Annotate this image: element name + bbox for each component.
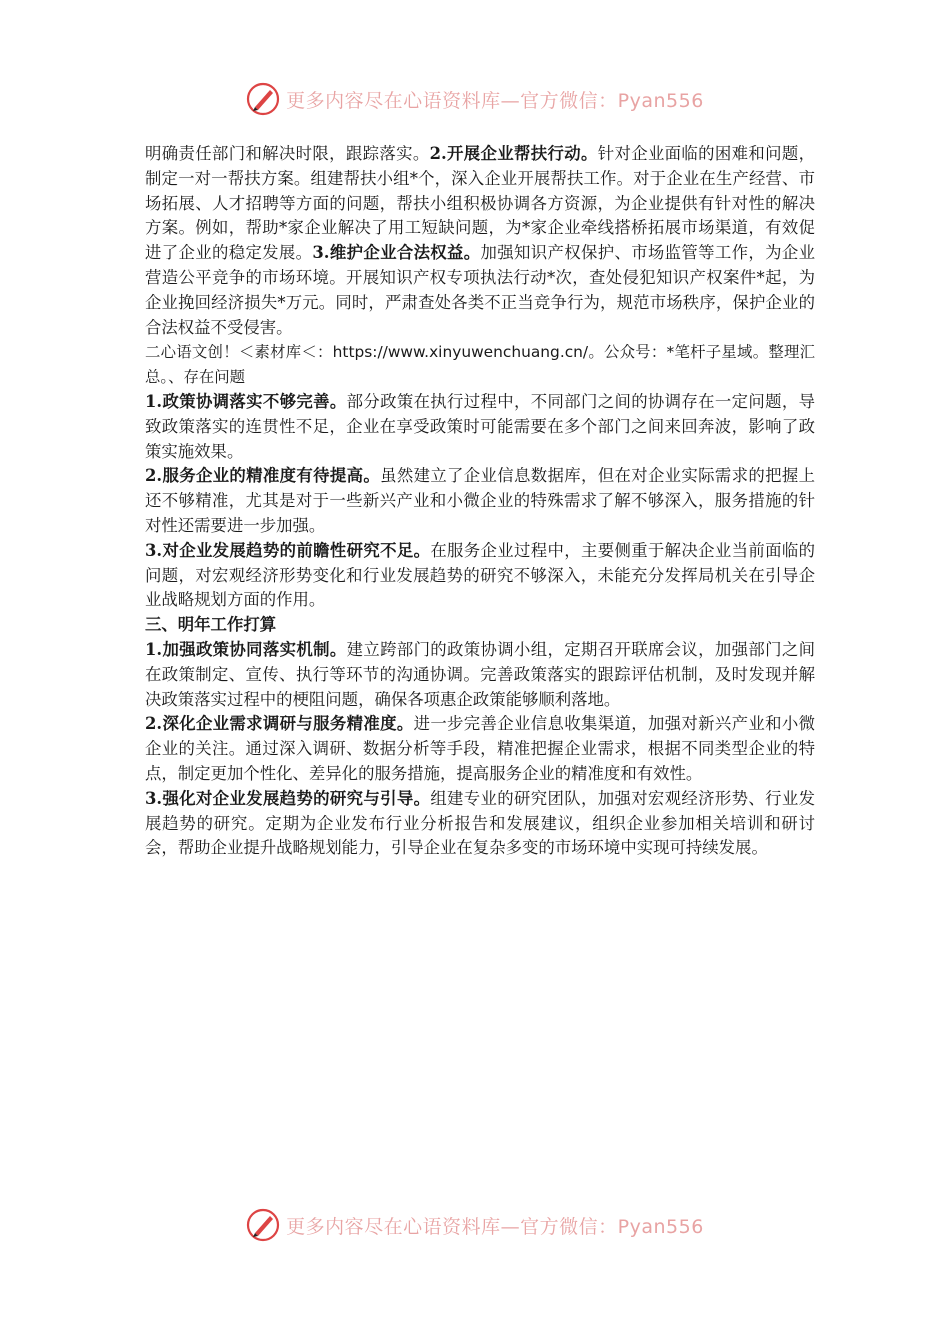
pen-logo-icon xyxy=(246,1208,280,1242)
header-banner xyxy=(0,82,950,116)
issue-3: 3.对企业发展趋势的前瞻性研究不足。在服务企业过程中，主要侧重于解决企业当前面临的问题，对宏观经济形势变化和行业发展趋势的研究不够深入，未能充分发挥局机关在引导企业战略规划方面的作用。 xyxy=(145,540,815,610)
plan-1: 1.加强政策协同落实机制。建立跨部门的政策协调小组，定期召开联席会议，加强部门之间在政策制定、宣传、执行等环节的沟通协调。完善政策落实的跟踪评估机制，及时发现并解决政策落实过程中的梗阻问题，确保各项惠企政策能够顺利落地。 xyxy=(145,639,815,709)
issue-1: 1.政策协调落实不够完善。部分政策在执行过程中，不同部门之间的协调存在一定问题，导致政策落实的连贯性不足，企业在享受政策时可能需要在多个部门之间来回奔波，影响了政策实施效果。 xyxy=(145,391,815,461)
source-notice: 二心语文创！＜素材库＜：https://www.xinyuwenchuang.cn/。公众号：*笔杆子星域。整理汇总。、存在问题 xyxy=(145,343,815,387)
issue-2: 2.服务企业的精准度有待提高。虽然建立了企业信息数据库，但在对企业实际需求的把握上还不够精准，尤其是对于一些新兴产业和小微企业的特殊需求了解不够深入，服务措施的针对性还需要进一步加强。 xyxy=(145,466,815,535)
plan-3: 3.强化对企业发展趋势的研究与引导。组建专业的研究团队，加强对宏观经济形势、行业发展趋势的研究。定期为企业发布行业分析报告和发展建议，组织企业参加相关培训和研讨会，帮助企业提升战略规划能力，引导企业在复杂多变的市场环境中实现可持续发展。 xyxy=(145,788,815,858)
paragraph-support: 明确责任部门和解决时限，跟踪落实。2.开展企业帮扶行动。针对企业面临的困难和问题，制定一对一帮扶方案。组建帮扶小组*个，深入企业开展帮扶工作。对于企业在生产经营、市场拓展、人才招聘等方面的问题，帮扶小组积极协调各方资源，为企业提供有针对性的解决方案。例如，帮助*家企业解决了用工短缺问题，为*家企业牵线搭桥拓展市场渠道，有效促进了企业的稳定发展。3.维护企业合法权益。加强知识产权保护、市场监管等工作，为企业营造公平竞争的市场环境。开展知识产权专项执法行动*次，查处侵犯知识产权案件*起，为企业挽回经济损失*万元。同时，严肃查处各类不正当竞争行为，规范市场秩序，保护企业的合法权益不受侵害。 xyxy=(145,144,815,337)
banner-text: 更多内容尽在心语资料库—官方微信：Pyan556 xyxy=(286,89,704,112)
banner-wechat-id: Pyan556 xyxy=(617,89,704,112)
plan-2: 2.深化企业需求调研与服务精准度。进一步完善企业信息收集渠道，加强对新兴产业和小微企业的关注。通过深入调研、数据分析等手段，精准把握企业需求，根据不同类型企业的特点，制定更加个性化、差异化的服务措施，提高服务企业的精准度和有效性。 xyxy=(145,714,815,783)
footer-banner xyxy=(0,1208,950,1242)
document-body xyxy=(145,142,815,861)
banner-text: 更多内容尽在心语资料库—官方微信：Pyan556 xyxy=(286,1215,704,1238)
pen-logo-icon xyxy=(246,82,280,116)
section-heading-next-year: 三、明年工作打算 xyxy=(145,615,277,635)
banner-wechat-id: Pyan556 xyxy=(617,1215,704,1238)
